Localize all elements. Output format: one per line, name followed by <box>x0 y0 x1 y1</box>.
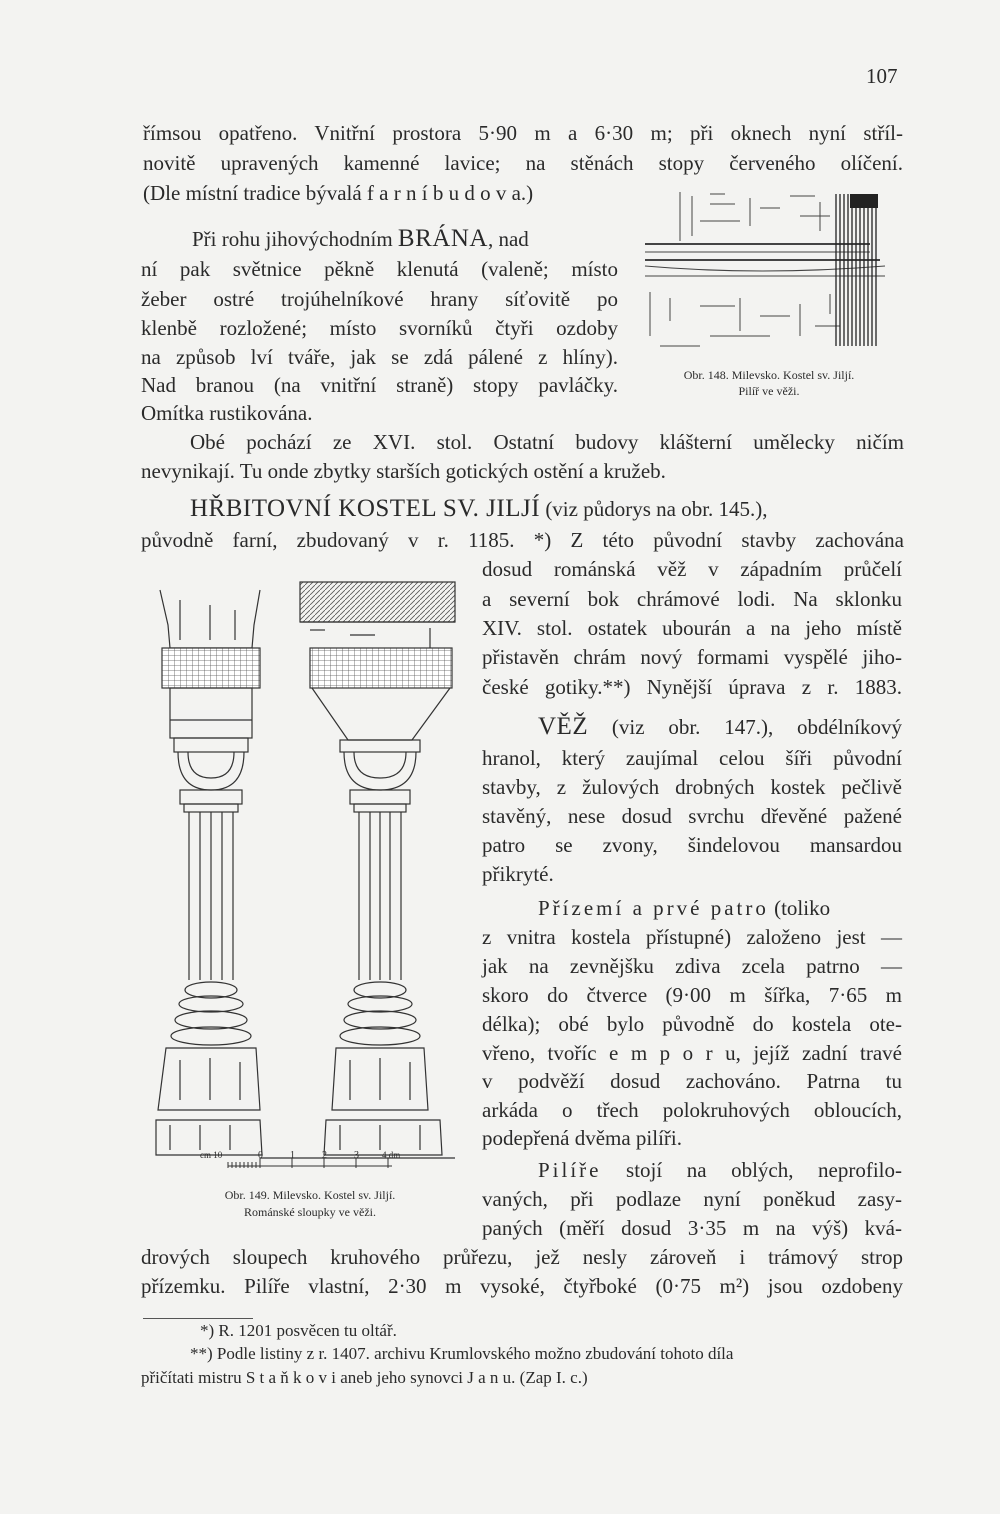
section-heading-vez: VĚŽ <box>538 713 589 740</box>
scale-label: 1 <box>290 1150 295 1161</box>
text-line: přízemku. Pilíře vlastní, 2·30 m vysoké, čtyřboké (0·75 m²) jsou ozdobeny <box>141 1274 903 1298</box>
footnote: **) Podle listiny z r. 1407. archivu Krumlovského možno zbudování tohoto díla <box>190 1344 734 1363</box>
figure-148-caption: Obr. 148. Milevsko. Kostel sv. Jiljí. <box>683 368 855 382</box>
scale-label: 2 <box>322 1150 327 1161</box>
text-line: klenbě rozložené; místo svorníků čtyři ozdoby <box>141 316 618 340</box>
footnote-rule <box>143 1318 253 1319</box>
text-line: XIV. stol. ostatek ubourán a na jeho místě <box>482 616 902 640</box>
text-line: původně farní, zbudovaný v r. 1185. *) Z této původní stavby zachována <box>141 528 904 552</box>
figure-149-columns-drawing <box>150 580 465 1180</box>
text-line: římsou opatřeno. Vnitřní prostora 5·90 m a 6·30 m; při oknech nyní stříl- <box>143 121 903 145</box>
text-line: Nad branou (na vnitřní straně) stopy pavláčky. <box>141 373 618 397</box>
text-line: ní pak světnice pěkně klenutá (valeně; místo <box>141 257 618 281</box>
text-line: a severní bok chrámové lodi. Na sklonku <box>482 587 902 611</box>
scale-label: 0 <box>258 1150 263 1161</box>
pilire-first-line: Pilíře stojí na oblých, neprofilo- <box>538 1158 902 1182</box>
text-line: podepřená dvěma pilíři. <box>482 1126 683 1150</box>
brana-first-line: Při rohu jihovýchodním BRÁNA, nad <box>192 225 529 252</box>
text-line: vřeno, tvoříc e m p o r u, jejíž zadní travé <box>482 1041 902 1065</box>
text-line: dosud románská věž v západním průčelí <box>482 557 902 581</box>
text-line: přistavěn chrám nový formami vyspělé jiho- <box>482 645 902 669</box>
text-line: vaných, při podlaze nyní poněkud zasy- <box>482 1187 902 1211</box>
text-line: skoro do čtverce (9·00 m šířka, 7·65 m <box>482 983 902 1007</box>
text-line: české gotiky.**) Nynější úprava z r. 1883. <box>482 675 902 699</box>
text-line: patro se zvony, šindelovou mansardou <box>482 833 902 857</box>
text-line: přikryté. <box>482 862 554 886</box>
scale-label: cm 10 <box>200 1150 223 1160</box>
text-line: (Dle místní tradice bývalá f a r n í b u d o v a.) <box>143 181 534 205</box>
text-line: paných (měří dosud 3·35 m na výš) kvá- <box>482 1216 902 1240</box>
text-line: stavby, z žulových drobných kostek pečlivě <box>482 775 902 799</box>
section-heading-brana: BRÁNA <box>397 225 488 252</box>
text-line: Obé pochází ze XVI. stol. Ostatní budovy klášterní umělecky ničím <box>190 430 904 454</box>
text-line: nevynikají. Tu onde zbytky starších gotických ostění a kružeb. <box>141 459 666 483</box>
text-line: na způsob lví tváře, jak se zdá pálené z hlíny). <box>141 345 618 369</box>
figure-148-pillar-drawing <box>640 186 895 364</box>
text-line: jak na zevnějšku zdiva zcela patrno — <box>482 954 902 978</box>
scale-bar <box>196 1148 396 1172</box>
text-line: z vnitra kostela přístupné) založeno jest — <box>482 925 902 949</box>
vez-first-line: VĚŽ (viz obr. 147.), obdélníkový <box>538 713 902 740</box>
spaced-term: Přízemí a prvé patro <box>538 896 769 920</box>
spaced-term: Pilíře <box>538 1158 602 1182</box>
section-heading-kostel: HŘBITOVNÍ KOSTEL SV. JILJÍ <box>190 495 541 522</box>
scale-label: 4 dm <box>382 1150 401 1160</box>
text-line: stavěný, nese dosud svrchu dřevěné pažené <box>482 804 902 828</box>
text-line: žeber ostré trojúhelníkové hrany síťovitě po <box>141 287 618 311</box>
text-line: v podvěží dosud zachováno. Patrna tu <box>482 1069 902 1093</box>
footnote: *) R. 1201 posvěcen tu oltář. <box>200 1321 397 1340</box>
figure-149-caption-2: Románské sloupky ve věži. <box>244 1205 376 1219</box>
text-line: hranol, který zaujímal celou šíři původní <box>482 746 902 770</box>
kostel-heading-line: HŘBITOVNÍ KOSTEL SV. JILJÍ (viz půdorys na obr. 145.), <box>190 495 768 522</box>
prizemi-first-line: Přízemí a prvé patro (toliko <box>538 896 831 920</box>
text-line: délka); obé bylo původně do kostela ote- <box>482 1012 902 1036</box>
text-line: drových sloupech kruhového průřezu, jež nesly zároveň i trámový strop <box>141 1245 903 1269</box>
footnote: přičítati mistru S t a ň k o v i aneb jeho synovci J a n u. (Zap I. c.) <box>141 1368 588 1387</box>
page-number: 107 <box>866 64 898 88</box>
text-line: novitě upravených kamenné lavice; na stěnách stopy červeného olíčení. <box>143 151 903 175</box>
figure-149-caption: Obr. 149. Milevsko. Kostel sv. Jiljí. <box>224 1188 396 1202</box>
text-line: arkáda o třech polokruhových obloucích, <box>482 1098 902 1122</box>
figure-148-caption-2: Pilíř ve věži. <box>738 384 800 398</box>
scale-label: 3 <box>354 1150 359 1161</box>
text-line: Omítka rustikována. <box>141 401 313 425</box>
